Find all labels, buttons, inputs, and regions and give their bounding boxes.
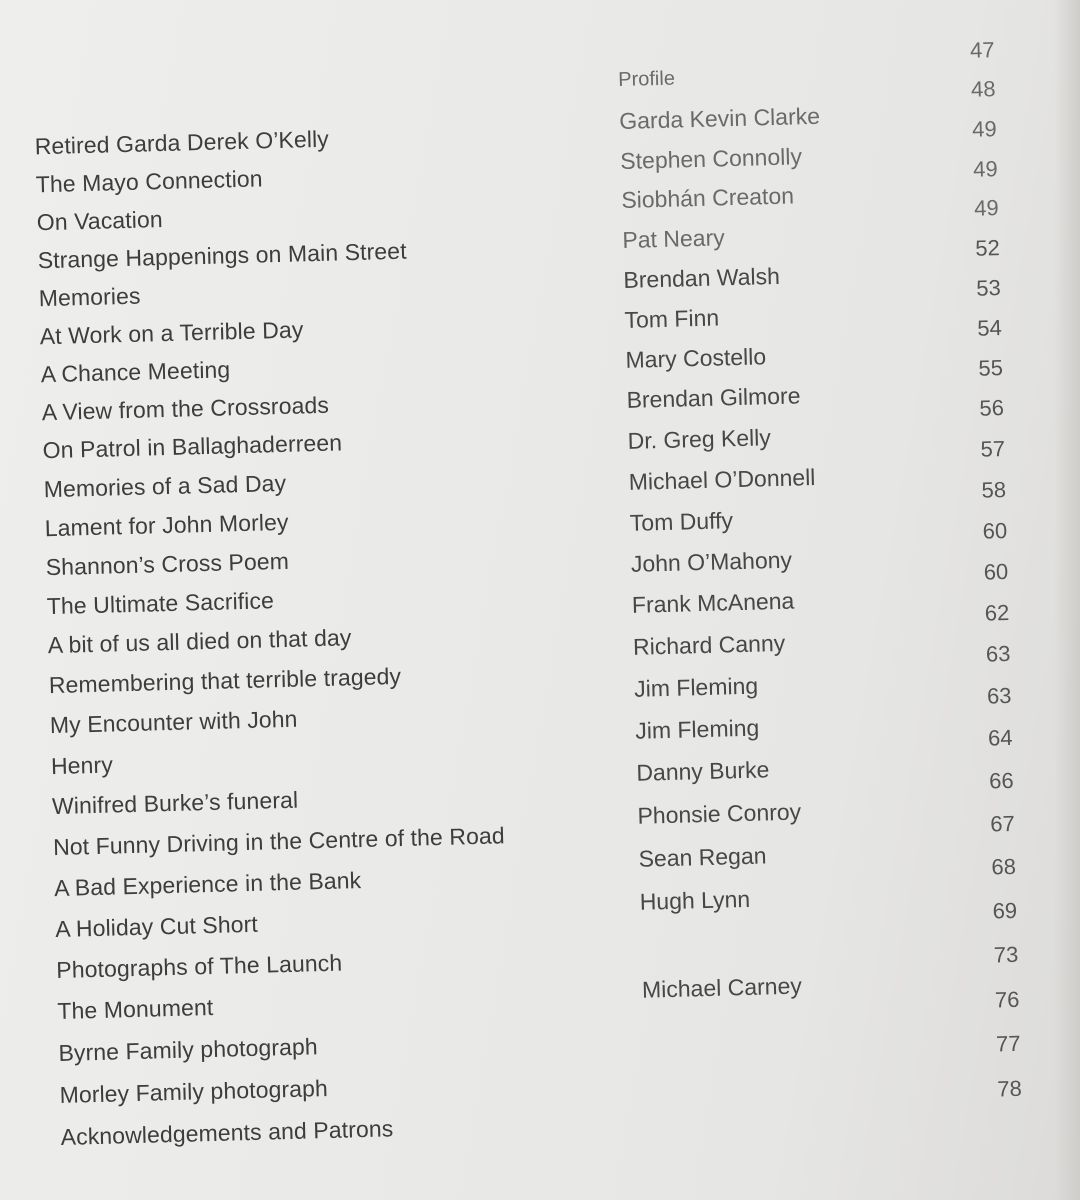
author-name: Tom Finn: [624, 304, 720, 333]
author-name: Michael Carney: [641, 972, 803, 1003]
chapter-title: A View from the Crossroads: [41, 391, 330, 426]
chapter-title: Memories: [38, 282, 141, 312]
page-number: 49: [971, 116, 997, 142]
chapter-title: Shannon’s Cross Poem: [45, 547, 290, 581]
page-number: 49: [972, 156, 999, 182]
chapter-title: The Monument: [57, 993, 214, 1025]
chapter-title: Not Funny Driving in the Centre of the Road: [52, 822, 506, 861]
chapter-title: The Mayo Connection: [35, 165, 263, 198]
chapter-title: Strange Happenings on Main Street: [37, 237, 407, 274]
chapter-title: Acknowledgements and Patrons: [60, 1115, 394, 1150]
chapter-title: Retired Garda Derek O’Kelly: [34, 125, 330, 160]
author-name: Profile: [617, 67, 676, 92]
page-number: 68: [991, 853, 1017, 880]
chapter-title: Winifred Burke’s funeral: [51, 786, 299, 820]
chapter-title: Remembering that terrible tragedy: [48, 662, 402, 699]
chapter-title: Photographs of The Launch: [55, 949, 343, 984]
chapter-title: At Work on a Terrible Day: [39, 316, 304, 350]
page-number: 69: [992, 897, 1018, 924]
page-number: 66: [988, 767, 1015, 794]
author-name: Mary Costello: [625, 343, 767, 373]
chapter-title: Memories of a Sad Day: [43, 469, 287, 503]
author-name: Michael O’Donnell: [628, 464, 816, 495]
page-number: 62: [984, 599, 1010, 626]
chapter-title: A Holiday Cut Short: [54, 910, 259, 943]
author-name: Frank McAnena: [631, 587, 795, 618]
page-number: 76: [994, 986, 1020, 1013]
page-number: 57: [980, 436, 1006, 462]
author-name: Danny Burke: [636, 756, 770, 786]
author-name: Jim Fleming: [633, 672, 759, 702]
author-name: Dr. Greg Kelly: [627, 424, 772, 454]
author-name: Garda Kevin Clarke: [618, 102, 821, 135]
page-number: 52: [974, 235, 1001, 261]
page-number: 47: [969, 37, 995, 63]
chapter-title: A Chance Meeting: [40, 356, 231, 388]
author-name: Jim Fleming: [634, 714, 760, 744]
chapter-title: Byrne Family photograph: [58, 1033, 319, 1067]
page-number: 48: [970, 76, 996, 102]
author-name: Brendan Gilmore: [626, 382, 801, 413]
author-name: Sean Regan: [638, 842, 767, 872]
page-number: 58: [981, 477, 1007, 503]
page-number: 49: [973, 195, 1000, 221]
author-name: Stephen Connolly: [620, 143, 803, 175]
page-number: 54: [977, 315, 1003, 341]
chapter-title: Morley Family photograph: [59, 1074, 329, 1109]
page-number: 73: [993, 941, 1019, 968]
author-name: Hugh Lynn: [639, 885, 751, 915]
page-number: 63: [986, 682, 1012, 709]
page-number: 78: [996, 1075, 1023, 1102]
page-number: 56: [979, 395, 1005, 421]
author-name: Tom Duffy: [629, 507, 734, 536]
chapter-title: A Bad Experience in the Bank: [53, 867, 362, 902]
author-name: Pat Neary: [622, 224, 725, 253]
chapter-title: A bit of us all died on that day: [47, 624, 352, 659]
chapter-title: The Ultimate Sacrifice: [46, 587, 275, 620]
page-number: 64: [987, 724, 1013, 751]
author-name: Phonsie Conroy: [637, 798, 802, 829]
chapter-title: My Encounter with John: [49, 705, 298, 739]
page-number: 60: [982, 518, 1008, 544]
chapter-title: On Vacation: [36, 206, 164, 236]
page-number: 55: [978, 355, 1004, 381]
author-name: Siobhán Creaton: [621, 182, 795, 213]
chapter-title: Henry: [50, 751, 114, 780]
chapter-title: Lament for John Morley: [44, 508, 289, 542]
author-name: Richard Canny: [632, 629, 786, 660]
page-number: 60: [983, 558, 1009, 585]
page-number: 63: [985, 640, 1011, 667]
chapter-title: On Patrol in Ballaghaderreen: [42, 429, 343, 464]
page-number: 67: [990, 810, 1016, 837]
author-name: John O’Mahony: [630, 546, 793, 577]
author-name: Brendan Walsh: [623, 262, 781, 293]
page-number: 53: [975, 275, 1002, 301]
page-number: 77: [995, 1030, 1021, 1057]
